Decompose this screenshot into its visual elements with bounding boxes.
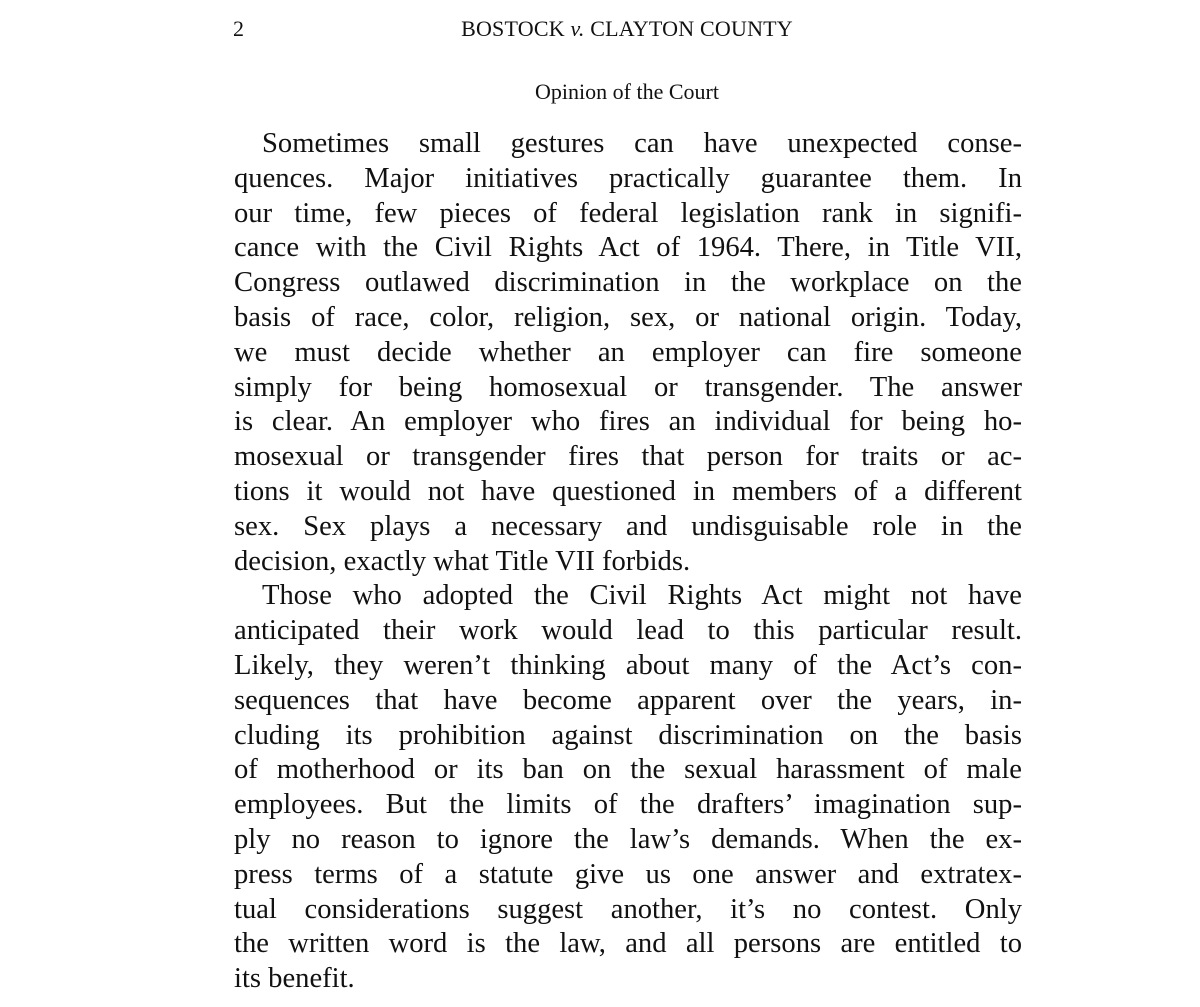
opinion-body	[234, 127, 1022, 997]
case-title-part1: BOSTOCK	[461, 16, 571, 41]
case-title-versus: v.	[570, 16, 585, 41]
text-line: ply no reason to ignore the law’s demands. When the ex-	[234, 823, 1022, 855]
text-line: its benefit.	[234, 963, 355, 995]
text-line: cluding its prohibition against discrimination on the basis	[234, 719, 1022, 751]
text-line: sequences that have become apparent over the years, in-	[234, 684, 1022, 716]
text-line: Sometimes small gestures can have unexpected conse-	[262, 128, 1022, 159]
text-line: Those who adopted the Civil Rights Act might not have	[262, 580, 1022, 612]
text-line: our time, few pieces of federal legislation rank in signifi-	[234, 197, 1022, 229]
text-line: tions it would not have questioned in members of a different	[234, 475, 1022, 507]
text-line: quences. Major initiatives practically guarantee them. In	[234, 162, 1022, 194]
text-line: basis of race, color, religion, sex, or national origin. Today,	[234, 301, 1022, 333]
page-number: 2	[233, 16, 244, 41]
running-head-case-title	[0, 14, 1200, 44]
text-line: decision, exactly what Title VII forbids.	[234, 545, 691, 577]
text-line: anticipated their work would lead to this particular result.	[234, 615, 1022, 647]
text-line: employees. But the limits of the drafters’ imagination sup-	[234, 789, 1022, 821]
text-line: we must decide whether an employer can fire someone	[234, 336, 1022, 368]
section-heading: Opinion of the Court	[535, 79, 719, 104]
paragraph-2	[234, 579, 1022, 997]
text-line: press terms of a statute give us one answer and extratex-	[234, 858, 1022, 890]
case-title-part2: CLAYTON COUNTY	[584, 16, 793, 41]
text-line: of motherhood or its ban on the sexual harassment of male	[234, 754, 1022, 786]
text-line: mosexual or transgender fires that person for traits or ac-	[234, 441, 1022, 473]
text-line: Congress outlawed discrimination in the workplace on the	[234, 267, 1022, 299]
text-line: tual considerations suggest another, it’s no contest. Only	[234, 893, 1022, 925]
text-line: Likely, they weren’t thinking about many of the Act’s con-	[234, 649, 1022, 681]
text-line: cance with the Civil Rights Act of 1964. There, in Title VII,	[234, 232, 1022, 264]
text-line: is clear. An employer who fires an individual for being ho-	[234, 406, 1022, 438]
text-line: simply for being homosexual or transgender. The answer	[234, 371, 1022, 403]
paragraph-1	[234, 127, 1022, 579]
text-line: sex. Sex plays a necessary and undisguisable role in the	[234, 510, 1022, 542]
text-line: the written word is the law, and all persons are entitled to	[234, 928, 1022, 960]
